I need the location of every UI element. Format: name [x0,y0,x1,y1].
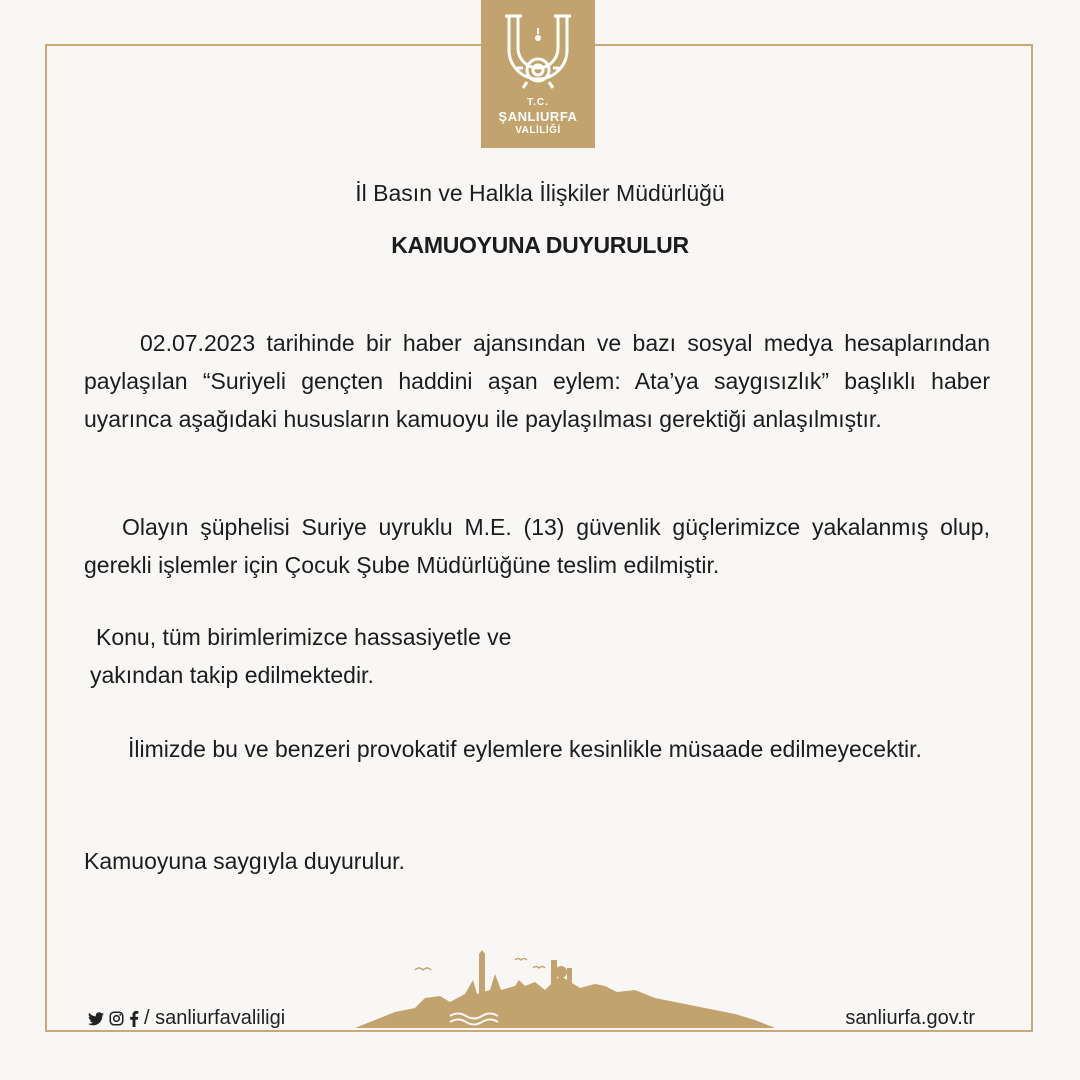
department-name: İl Basın ve Halkla İlişkiler Müdürlüğü [355,180,725,206]
paragraph-followup-line-1: Konu, tüm birimlerimizce hassasiyetle ve [96,624,512,650]
facebook-icon[interactable] [129,1011,139,1027]
social-handle[interactable]: / sanliurfavaliligi [144,1007,286,1029]
paragraph-warning: İlimizde bu ve benzeri provokatif eylemlere kesinlikle müsaade edilmeyecektir. [128,736,922,762]
paragraph-followup [90,618,512,694]
instagram-icon[interactable] [109,1011,124,1026]
logo-tc-text: T.C. [527,97,549,108]
social-links [88,1007,285,1030]
paragraph-intro: 02.07.2023 tarihinde bir haber ajansından ve bazı sosyal medya hesaplarından paylaşılan “Suriyeli gençten haddini aşan eylem: Ata’ya saygısızlık” başlıklı haber uyarınca aşağıdaki hususların kamuoyu ile paylaşılması gerektiği anlaşılmıştır. [84,330,990,432]
page-title: KAMUOYUNA DUYURULUR [391,232,689,258]
paragraph-suspect: Olayın şüphelisi Suriye uyruklu M.E. (13) güvenlik güçlerimizce yakalanmış olup, gerekli işlemler için Çocuk Şube Müdürlüğüne teslim edilmiştir. [84,514,990,578]
emblem-icon [501,10,575,96]
governorship-logo [481,0,595,148]
logo-city-name: ŞANLIURFA [498,109,578,124]
closing-line: Kamuoyuna saygıyla duyurulur. [84,848,405,874]
logo-subtitle: VALİLİĞİ [515,125,561,136]
paragraph-followup-line-2: yakından takip edilmektedir. [90,662,374,688]
website-link[interactable]: sanliurfa.gov.tr [845,1007,975,1029]
twitter-icon[interactable] [88,1012,104,1026]
city-skyline-illustration [355,950,775,1030]
